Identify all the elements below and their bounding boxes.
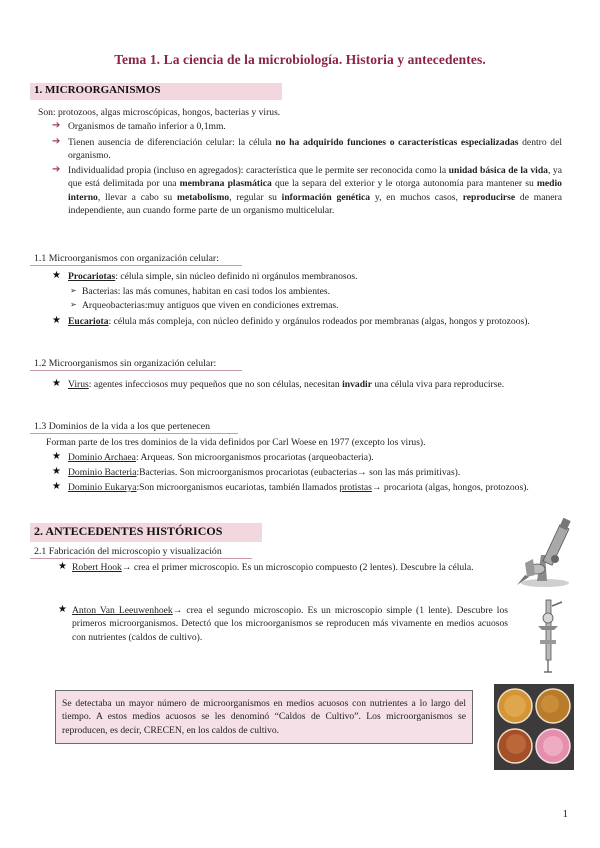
arqueobacterias-item: Arqueobacterias:muy antiguos que viven en condiciones extremas. (82, 300, 339, 311)
eucariota-item: Eucariota: célula más compleja, con núcleo definido y orgánulos rodeados por membranas (algas, hongos y protozoos). (68, 316, 530, 327)
arrow-icon: ➔ (52, 120, 61, 131)
subsection-heading-2-1: 2.1 Fabricación del microscopio y visualización (30, 545, 252, 559)
section1-intro: Son: protozoos, algas microscópicas, hongos, bacterias y virus. (38, 107, 281, 118)
compound-microscope-icon (515, 515, 583, 589)
star-icon: ★ (52, 481, 61, 492)
bullet-size: Organismos de tamaño inferior a 0,1mm. (68, 121, 226, 132)
page-number: 1 (562, 808, 568, 820)
star-icon: ★ (52, 378, 61, 389)
bullet-differentiation: Tienen ausencia de diferenciación celular: la célula no ha adquirido funciones o características especializadas dentro del organismo. (68, 137, 563, 162)
arrow-icon: ➔ (52, 164, 61, 175)
virus-item: Virus: agentes infecciosos muy pequeños que no son células, necesitan invadir una célula viva para reproducirse. (68, 379, 505, 390)
star-icon: ★ (58, 604, 67, 615)
subsection-heading-1-2: 1.2 Microorganismos sin organización celular: (30, 357, 242, 371)
subsection-heading-1-3: 1.3 Dominios de la vida a los que pertenecen (30, 420, 238, 434)
star-icon: ★ (52, 451, 61, 462)
star-icon: ★ (52, 466, 61, 477)
arrow-icon: ➔ (52, 136, 61, 147)
dominios-intro: Forman parte de los tres dominios de la vida definidos por Carl Woese en 1977 (excepto los virus). (46, 437, 426, 448)
dominio-eukarya-item: Dominio Eukarya:Son microorganismos eucariotas, también llamados protistas→ procariota (algas, hongos, protozoos). (68, 482, 529, 493)
triangle-bullet-icon: ➢ (70, 300, 77, 309)
section-heading-microorganismos: 1. MICROORGANISMOS (30, 83, 282, 100)
page-title: Tema 1. La ciencia de la microbiología. Historia y antecedentes. (114, 52, 486, 67)
star-icon: ★ (58, 561, 67, 572)
subsection-heading-1-1: 1.1 Microorganismos con organización celular: (30, 252, 242, 266)
bacterias-item: Bacterias: las más comunes, habitan en casi todos los ambientes. (82, 286, 331, 297)
section-heading-antecedentes: 2. ANTECEDENTES HISTÓRICOS (30, 523, 262, 542)
procariotas-item: Procariotas: célula simple, sin núcleo definido ni orgánulos membranosos. (68, 271, 358, 282)
triangle-bullet-icon: ➢ (70, 286, 77, 295)
petri-dishes-photo (494, 684, 574, 770)
star-icon: ★ (52, 315, 61, 326)
dominio-bacteria-item: Dominio Bacteria:Bacterias. Son microorganismos procariotas (eubacterias→ son las más primitivas). (68, 467, 461, 478)
simple-microscope-icon (528, 596, 568, 676)
star-icon: ★ (52, 270, 61, 281)
bullet-individuality: Individualidad propia (incluso en agregados): característica que le permite ser reconocida como la unidad básica de la vida, ya que está delimitada por una membrana plasmática que la separa del exterior y le otorga autonomía para mantener su medio interno, llevar a cabo su metabolismo, regular su información genética y, en muchos casos, reproducirse de manera independiente, aun cuando forme parte de un organismo multicelular. (68, 165, 562, 217)
caldos-cultivo-text: Se detectaba un mayor número de microorganismos en medios acuosos con nutrientes a lo largo del tiempo. A estos medios acuosos se les denominó “Caldos de Cultivo”. Los microorganismos se reproducen, es decir, CRECEN, en los caldos de cultivo. (62, 698, 466, 736)
leeuwenhoek-item: Anton Van Leeuwenhoek→ crea el segundo microscopio. Es un microscopio simple (1 lente). Descubre los primeros microorganismos. Detectó que los microorganismos se reproducen más vivamente en medios acuosos con nutrientes (caldos de cultivo). (72, 605, 508, 643)
robert-hook-item: Robert Hook→ crea el primer microscopio. Es un microscopio compuesto (2 lentes). Descubre la célula. (72, 562, 474, 573)
dominio-archaea-item: Dominio Archaea: Arqueas. Son microorganismos procariotas (arqueobacteria). (68, 452, 374, 463)
caldos-cultivo-box (55, 690, 473, 744)
